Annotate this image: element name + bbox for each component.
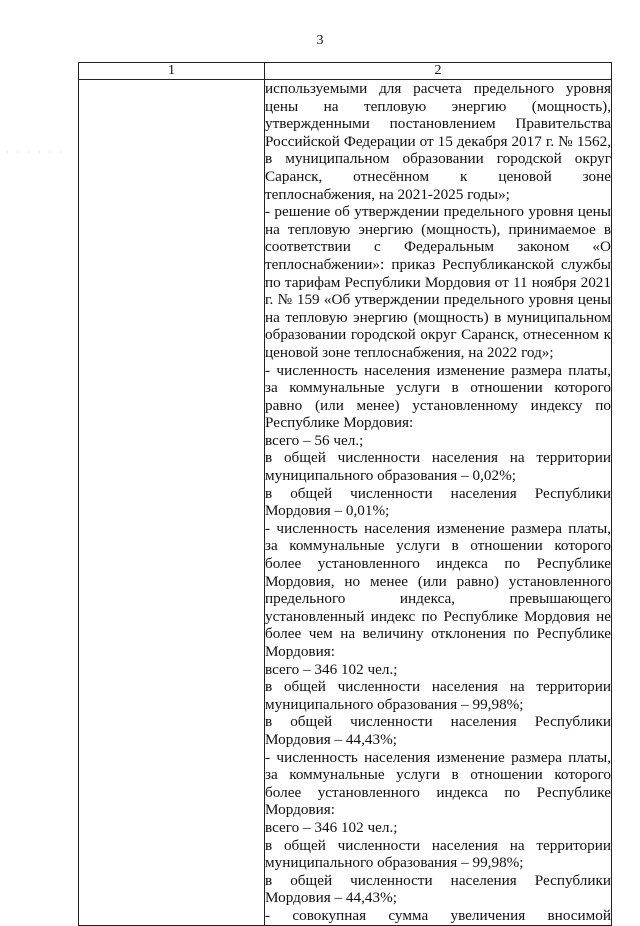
paragraph: - решение об утверждении предельного уровня цены на тепловую энергию (мощность), принимаемое в соответствии с Федеральным законом «О теплоснабжении»: приказ Республиканской службы по тарифам Республики Мордовия от 11 ноября 2021 г. № 159 «Об утверждении предельного уровня цены на тепловую энергию (мощность) в муниципальном образовании городской округ Саранск, отнесенном к ценовой зоне теплоснабжения, на 2022 год»; <box>265 203 611 361</box>
paragraph: в общей численности населения Республики Мордовия – 0,01%; <box>265 484 611 520</box>
scan-artifact: · · · · · · <box>6 148 65 157</box>
paragraph: в общей численности населения на территории муниципального образования – 99,98%; <box>265 836 611 872</box>
paragraph: всего – 56 чел.; <box>265 431 364 449</box>
column-header-1: 1 <box>79 63 265 80</box>
paragraph: всего – 346 102 чел.; <box>265 660 398 678</box>
text-cell <box>265 80 612 926</box>
paragraph: в общей численности населения Республики Мордовия – 44,43%; <box>265 871 611 907</box>
document-table <box>78 62 612 926</box>
paragraph: - совокупная сумма увеличения вносимой <box>265 906 611 924</box>
paragraph: - численность населения изменение размера платы, за коммунальные услуги в отношении которого более установленного индекса по Республике Мордовия: <box>265 748 611 819</box>
paragraph: в общей численности населения Республики Мордовия – 44,43%; <box>265 713 611 748</box>
table-header-row <box>79 63 612 80</box>
paragraph: - численность населения изменение размера платы, за коммунальные услуги в отношении которого равно (или менее) установленному индексу по Республике Мордовия: <box>265 361 611 432</box>
paragraph: - численность населения изменение размера платы, за коммунальные услуги в отношении которого более установленного индекса по Республике Мордовия, но менее (или равно) установленного предельного индекса, превышающего установленный индекс по Республике Мордовия не более чем на величину отклонения по Республике Мордовия: <box>265 519 611 660</box>
paragraph: используемыми для расчета предельного уровня цены на тепловую энергию (мощность), утвержденными постановлением Правительства Российской Федерации от 15 декабря 2017 г. № 1562, в муниципальном образовании городской округ Саранск, отнесённом к ценовой зоне теплоснабжения, на 2021-2025 годы»; <box>265 80 611 203</box>
column-header-2: 2 <box>265 63 612 80</box>
paragraph: всего – 346 102 чел.; <box>265 818 398 836</box>
paragraph: в общей численности населения на территории муниципального образования – 0,02%; <box>265 449 611 485</box>
table-body-row <box>79 80 612 926</box>
page-number: 3 <box>316 33 324 48</box>
empty-cell <box>79 80 265 926</box>
paragraph: в общей численности населения на территории муниципального образования – 99,98%; <box>265 678 611 713</box>
